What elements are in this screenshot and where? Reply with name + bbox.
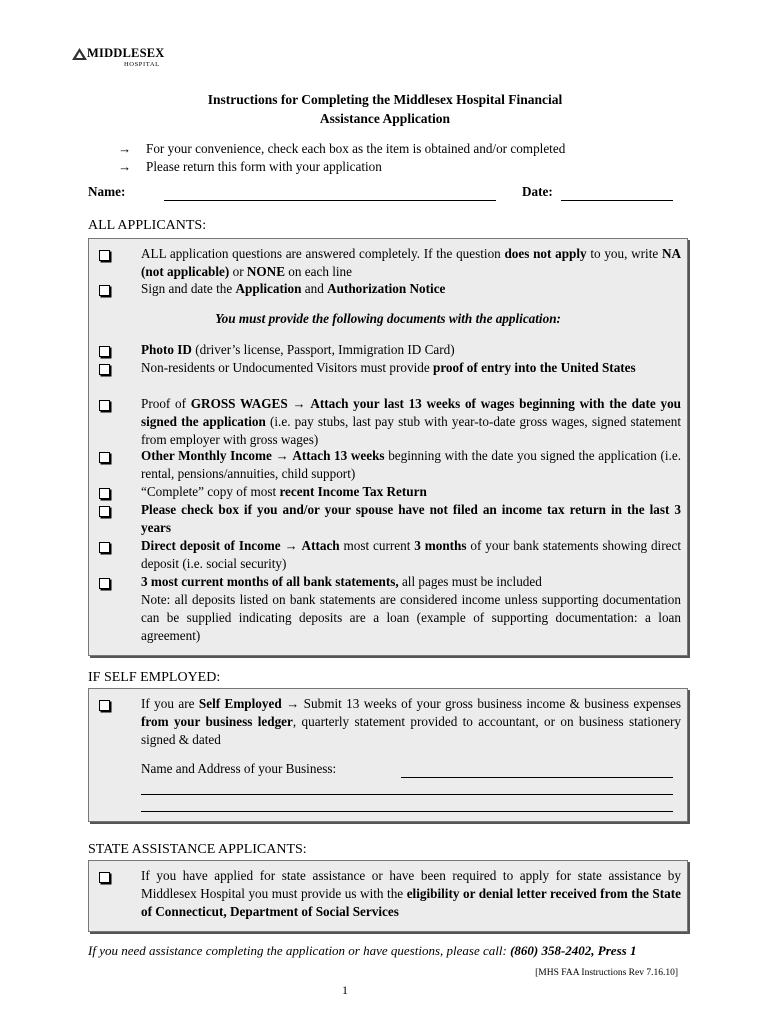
checkbox[interactable] [99, 400, 110, 411]
all-applicants-heading: ALL APPLICANTS: [88, 218, 207, 233]
checkbox[interactable] [99, 700, 110, 711]
checkbox[interactable] [99, 452, 110, 463]
intro-line-1: → For your convenience, check each box as the item is obtained and/or completed [118, 141, 566, 156]
logo-subtitle: HOSPITAL [124, 61, 160, 68]
business-name-label: Name and Address of your Business: [141, 761, 337, 776]
date-field[interactable] [561, 200, 673, 201]
checkbox[interactable] [99, 364, 110, 375]
all-applicants-box: ALL application questions are answered completely. If the question does not apply to you, write NA (not applicable) or NONE on each line Sign and date the Application and Authorization Notice You must provide the following documents with the application: Photo ID (driver’s license, Passport, Immigration ID Card) Non-residents or Undocumented Visitors must provide proof of entry into the United States Proof of GROSS WAGES → Attach your last 13 weeks of wages beginning with the date you signed the application (i.e. pay stubs, last pay stub with year-to-date gross wages, signed statement from employer with gross wages) Other Monthly Income → Attach 13 weeks beginning with the date you signed the application (i.e. rental, pensions/annuities, child support) “Complete” copy of most recent Income Tax Return Please check box if you and/or your spouse have not filed an income tax return in the last 3 years Direct deposit of Income → Attach most current 3 months of your bank statements showing direct deposit (i.e. social security) 3 most current months of all bank statements, all pages must be included Note: all deposits listed on bank statements are considered income unless supporting documentation can be supplied indicating deposits are a loan (example of supporting documentation: a loan agreement) [88, 238, 688, 656]
revision-label: [MHS FAA Instructions Rev 7.16.10] [535, 968, 678, 978]
business-name-field[interactable] [401, 777, 673, 778]
hospital-logo [72, 46, 182, 72]
date-label: Date: [522, 184, 553, 199]
checkbox[interactable] [99, 578, 110, 589]
arrow-icon: → [118, 159, 132, 174]
contact-note: If you need assistance completing the application or have questions, please call: (860) 358-2402, Press 1 [88, 943, 637, 958]
name-field[interactable] [164, 200, 496, 201]
business-address-line-1[interactable] [141, 794, 673, 795]
state-assistance-heading: STATE ASSISTANCE APPLICANTS: [88, 842, 307, 857]
checkbox[interactable] [99, 488, 110, 499]
checkbox[interactable] [99, 506, 110, 517]
checkbox[interactable] [99, 346, 110, 357]
name-label: Name: [88, 184, 126, 199]
checkbox[interactable] [99, 250, 110, 261]
logo-mark-icon [72, 48, 87, 60]
checkbox[interactable] [99, 285, 110, 296]
arrow-icon: → [118, 141, 132, 156]
intro-line-2: → Please return this form with your application [118, 159, 382, 174]
state-assistance-box: If you have applied for state assistance or have been required to apply for state assistance by Middlesex Hospital you must provide us with the eligibility or denial letter received from the State of Connecticut, Department of Social Services [88, 860, 688, 932]
logo-name: MIDDLESEX [87, 46, 165, 60]
page-title: Instructions for Completing the Middlesex Hospital Financial Assistance Application [207, 92, 563, 126]
documents-note: You must provide the following documents with the application: [215, 311, 561, 326]
checkbox[interactable] [99, 872, 110, 883]
phone-number: (860) 358-2402, Press 1 [510, 943, 637, 958]
business-address-line-2[interactable] [141, 811, 673, 812]
checkbox[interactable] [99, 542, 110, 553]
self-employed-heading: IF SELF EMPLOYED: [88, 670, 221, 685]
self-employed-box: If you are Self Employed → Submit 13 weeks of your gross business income & business expenses from your business ledger, quarterly statement provided to accountant, or on business stationery signed & dated Name and Address of your Business: [88, 688, 688, 822]
page-number: 1 [342, 983, 348, 997]
